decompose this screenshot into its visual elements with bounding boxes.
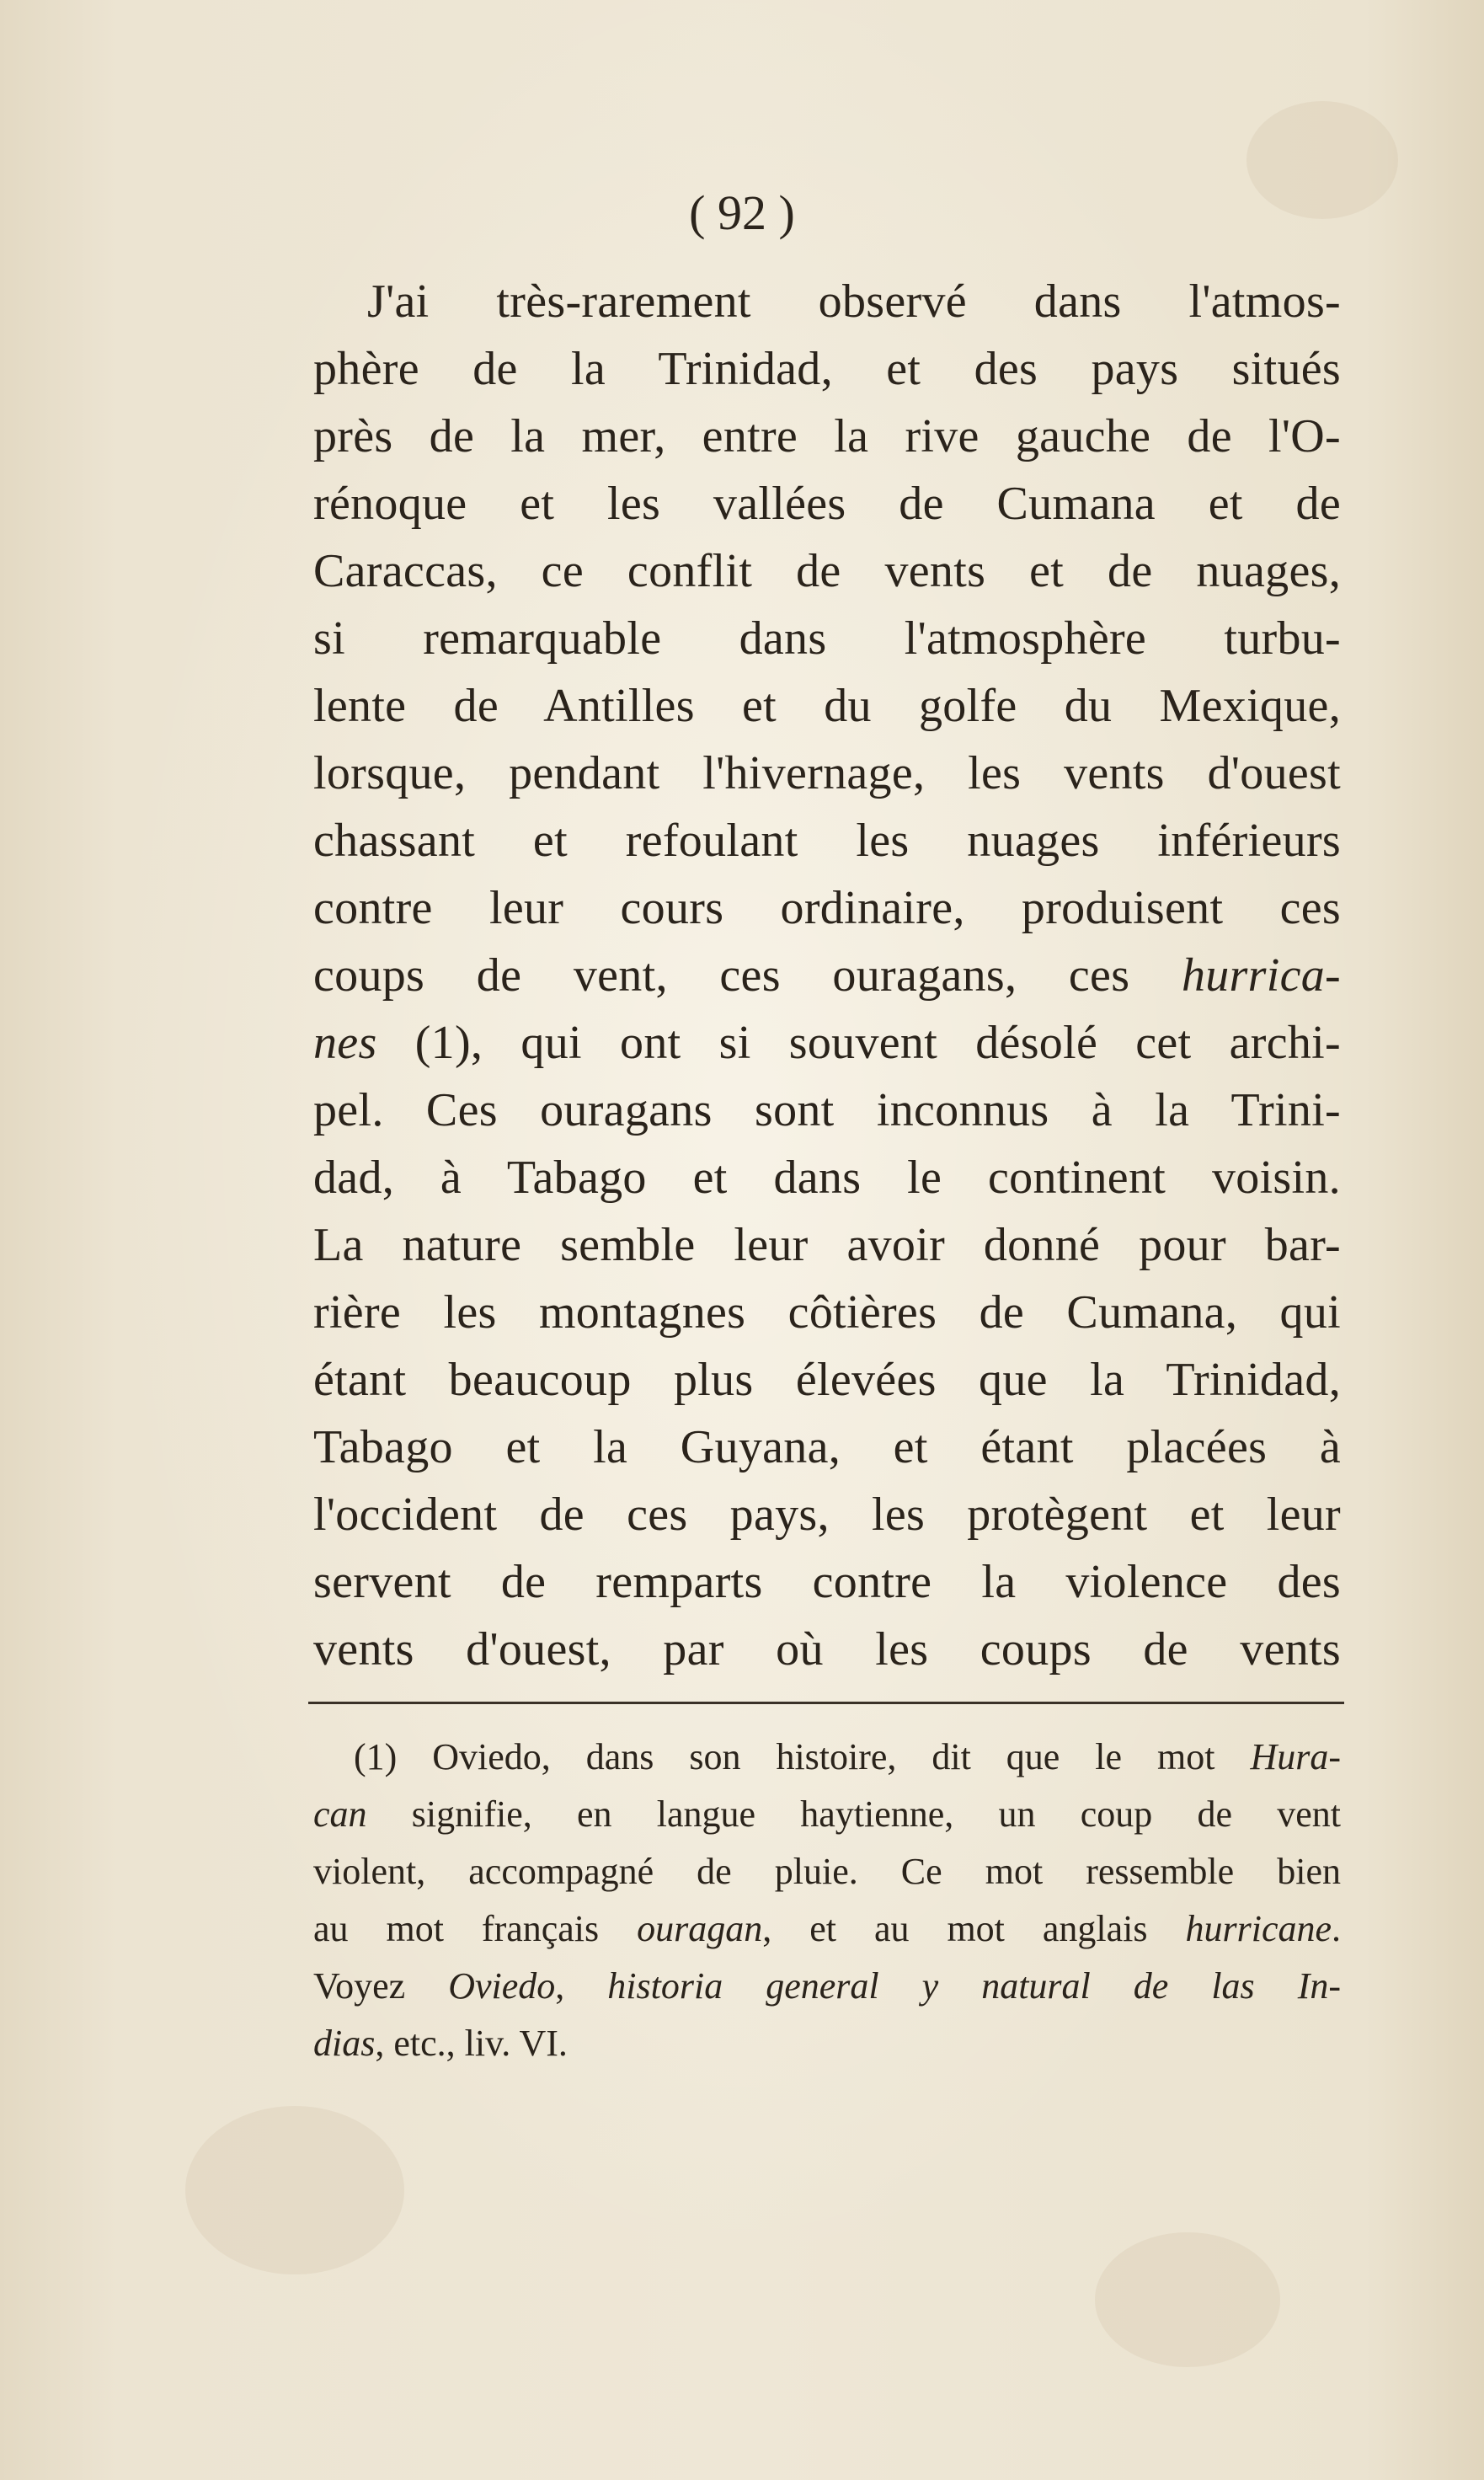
text-line: lorsque, pendant l'hivernage, les vents d'ouest [313,747,1341,799]
text-line: J'ai très-rarement observé dans l'atmos- [367,275,1341,328]
text-line: Tabago et la Guyana, et étant placées à [313,1421,1341,1473]
text-line: si remarquable dans l'atmosphère turbu- [313,612,1341,665]
footnote-divider [308,1702,1344,1704]
text-line: lente de Antilles et du golfe du Mexique, [313,680,1341,732]
paper-stain [1095,2232,1280,2367]
paper-stain [185,2106,404,2274]
main-text [313,268,1341,1683]
text-line: l'occident de ces pays, les protègent et leur [313,1489,1341,1541]
footnote-line: Voyez Oviedo, historia general y natural de las In- [313,1965,1342,2007]
text-line: dad, à Tabago et dans le continent voisin. [313,1152,1341,1204]
text-line: chassant et refoulant les nuages inférieurs [313,815,1341,867]
text-line: pel. Ces ouragans sont inconnus à la Trini- [313,1084,1341,1136]
footnote-line: violent, accompagné de pluie. Ce mot ressemble bien [313,1851,1341,1892]
text-line: servent de remparts contre la violence des [313,1556,1341,1608]
text-line: étant beaucoup plus élevées que la Trinidad, [313,1354,1341,1406]
text-line: Caraccas, ce conflit de vents et de nuages, [313,545,1341,597]
text-line: rière les montagnes côtières de Cumana, qui [313,1286,1341,1339]
text-line: près de la mer, entre la rive gauche de l'O- [313,410,1341,462]
text-line: La nature semble leur avoir donné pour bar- [313,1219,1341,1271]
text-line-italic-nes: nes (1), qui ont si souvent désolé cet archi- [313,1017,1341,1069]
footnote-line: can signifie, en langue haytienne, un coup de vent [313,1793,1341,1835]
text-line: vents d'ouest, par où les coups de vents [313,1623,1341,1676]
page-number: ( 92 ) [689,185,795,240]
footnote-line: dias, etc., liv. VI. [313,2023,568,2064]
text-line-italic-hurricanes: coups de vent, ces ouragans, ces hurrica- [313,949,1341,1002]
text-line: contre leur cours ordinaire, produisent ces [313,882,1341,934]
text-line: phère de la Trinidad, et des pays situés [313,343,1341,395]
footnote-line: (1) Oviedo, dans son histoire, dit que le mot Hura- [354,1736,1341,1777]
text-line: rénoque et les vallées de Cumana et de [313,478,1341,530]
footnote-line: au mot français ouragan, et au mot anglais hurricane. [313,1908,1341,1949]
footnote [313,1729,1341,2072]
